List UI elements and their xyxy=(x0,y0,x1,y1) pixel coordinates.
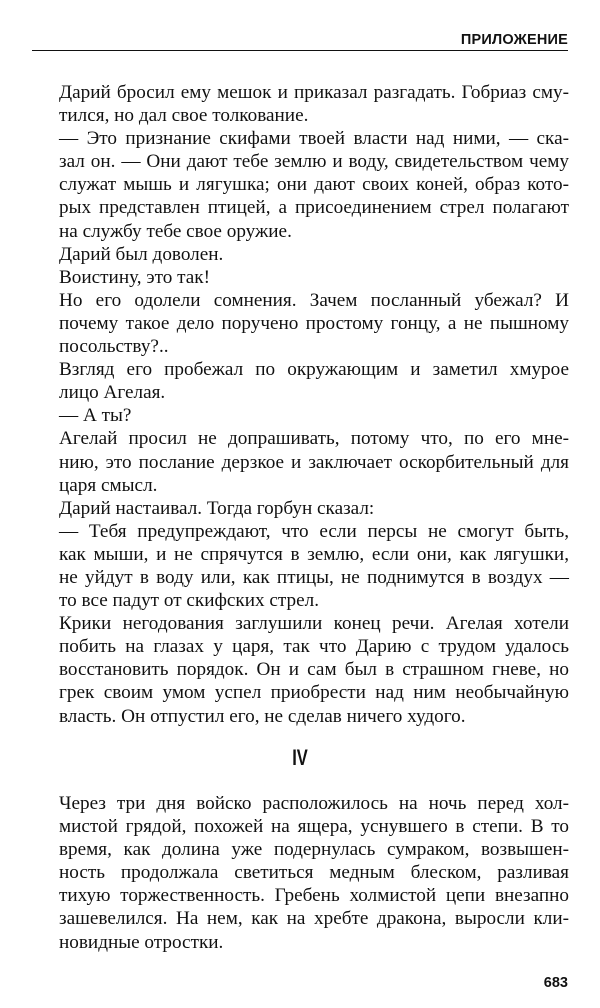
paragraph xyxy=(33,289,569,358)
text-line: побить на глазах у царя, так что Дарию с трудом удалось xyxy=(59,636,569,658)
text-line: власть. Он отпустил его, не сделав ничего худого. xyxy=(59,705,466,727)
text-line: посольству?.. xyxy=(59,336,169,358)
text-line: как мыши, и не спрячутся в землю, если они, как лягушки, xyxy=(59,543,569,565)
text-line: зал он. — Они дают тебе землю и воду, свидетельством чему xyxy=(59,151,569,173)
body-text-top xyxy=(33,81,569,728)
text-line: тихую торжественность. Гребень холмистой цепи внезапно xyxy=(59,885,569,907)
chapter-heading: IV xyxy=(292,745,308,770)
paragraph xyxy=(33,404,569,427)
text-line: служат мышь и лягушка; они дают своих коней, образ кото- xyxy=(59,174,569,196)
text-line: Через три дня войско расположилось на ночь перед хол- xyxy=(59,793,569,814)
text-line: грек своим умом успел приобрести над ним необычайную xyxy=(59,682,569,704)
text-line: Агелай просил не допрашивать, потому что, по его мне- xyxy=(59,428,569,450)
text-line: Дарий был доволен. xyxy=(59,243,224,265)
text-line: — Это признание скифами твоей власти над ними, — ска- xyxy=(59,128,569,150)
text-line: лицо Агелая. xyxy=(59,382,166,404)
text-line: новидные отростки. xyxy=(59,931,224,953)
text-line: почему такое дело поручено простому гонцу, а не пышному xyxy=(59,312,569,334)
paragraph xyxy=(33,497,569,520)
paragraph xyxy=(33,266,569,289)
paragraph xyxy=(33,612,569,727)
text-line: — Тебя предупреждают, что если персы не смогут быть, xyxy=(59,520,569,542)
text-line: Воистину, это так! xyxy=(59,266,210,288)
running-head: ПРИЛОЖЕНИЕ xyxy=(32,32,568,51)
text-line: то все падут от скифских стрел. xyxy=(59,590,320,612)
text-line: Дарий настаивал. Тогда горбун сказал: xyxy=(59,497,375,519)
text-line: не уйдут в воду или, как птицы, не поднимутся в воздух — xyxy=(59,566,569,588)
text-line: зашевелился. На нем, как на хребте дракона, выросли кли- xyxy=(59,908,569,930)
text-line: Взгляд его пробежал по окружающим и заметил хмурое xyxy=(59,359,569,381)
text-line: тился, но дал свое толкование. xyxy=(59,105,309,127)
text-line: царя смысл. xyxy=(59,474,158,496)
text-line: мистой грядой, похожей на ящера, уснувшего в степи. В то xyxy=(59,816,569,838)
text-line: Дарий бросил ему мешок и приказал разгадать. Гобриаз сму- xyxy=(59,82,569,103)
text-line: Но его одолели сомнения. Зачем посланный убежал? И xyxy=(59,289,569,311)
text-line: восстановить порядок. Он и сам был в страшном гневе, но xyxy=(59,659,569,681)
text-line: время, как долина уже подернулась сумраком, возвышен- xyxy=(59,839,569,861)
text-line: нию, это послание дерзкое и заключает оскорбительный для xyxy=(59,451,569,473)
paragraph xyxy=(33,427,569,496)
text-line: Крики негодования заглушили конец речи. Агелая хотели xyxy=(59,613,569,635)
text-line: ность продолжала светиться медным блеском, разливая xyxy=(59,862,569,884)
paragraph xyxy=(33,81,569,127)
text-line: — А ты? xyxy=(59,405,132,427)
paragraph xyxy=(33,520,569,612)
paragraph xyxy=(33,792,569,954)
text-line: рых представлен птицей, а присоединением стрел полагают xyxy=(59,197,569,219)
page-number: 683 xyxy=(543,975,568,991)
paragraph xyxy=(33,358,569,404)
text-line: на службу тебе свое оружие. xyxy=(59,220,292,242)
body-text-bottom xyxy=(33,792,569,954)
paragraph xyxy=(33,243,569,266)
paragraph xyxy=(33,127,569,242)
